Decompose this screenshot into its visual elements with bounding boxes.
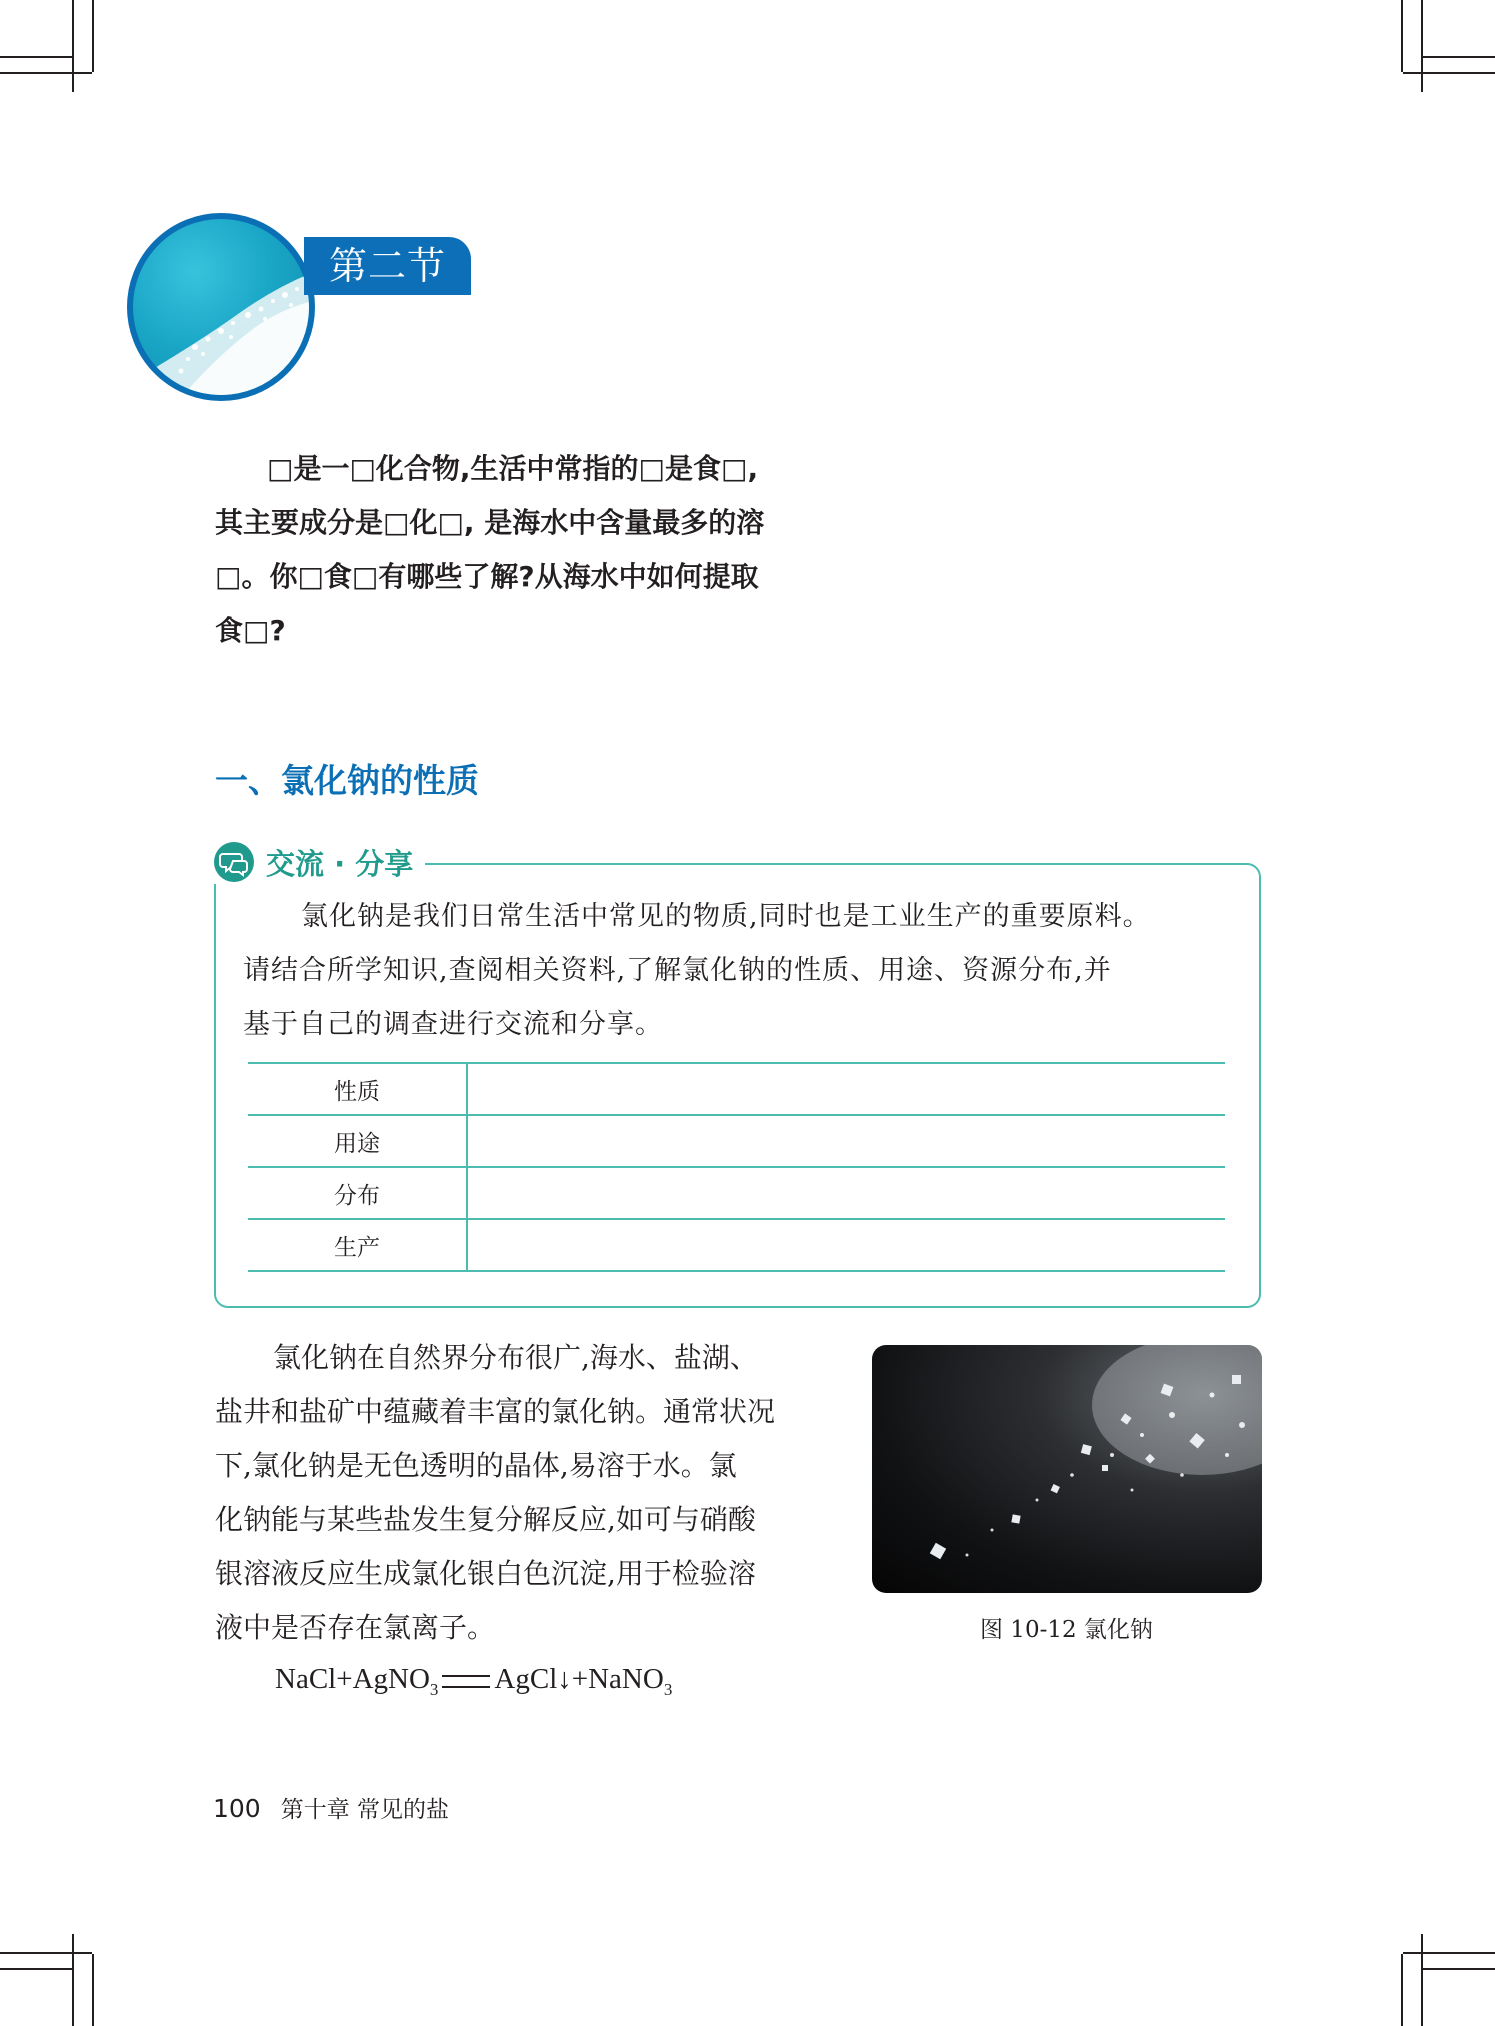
figure-caption: 图 10-12 氯化钠 [980,1617,1153,1643]
crop-mark [1403,72,1495,74]
row-label: 生产 [248,1219,467,1271]
equation-products: AgCl↓+NaNO [494,1663,664,1695]
crop-mark [1401,1954,1403,2026]
equation-subscript: 3 [429,1679,439,1699]
sodium-chloride-photo [872,1345,1262,1593]
crop-mark [72,1934,74,2026]
table-row [248,1219,1225,1271]
body-line: 银溶液反应生成氯化银白色沉淀,用于检验溶 [215,1557,756,1590]
chat-bubble-icon [212,840,256,884]
exchange-share-title: 交流 · 分享 [266,846,414,881]
crop-mark [1423,56,1495,58]
crop-mark [1401,0,1403,72]
row-label: 用途 [248,1115,467,1167]
body-line: 化钠能与某些盐发生复分解反应,如可与硝酸 [215,1503,756,1536]
crop-mark [1403,1952,1495,1954]
table-row [248,1115,1225,1167]
answer-cell[interactable] [467,1115,1225,1167]
section-salt-image [127,213,315,401]
crop-mark [0,1952,92,1954]
body-line: 盐井和盐矿中蕴藏着丰富的氯化钠。通常状况 [215,1395,776,1428]
equation-reactants: NaCl+AgNO [275,1663,430,1695]
chapter-title: 第十章 常见的盐 [280,1797,450,1823]
crop-mark [1423,1968,1495,1970]
crop-mark [0,72,92,74]
answer-cell[interactable] [467,1167,1225,1219]
table-row [248,1063,1225,1115]
row-label: 性质 [248,1063,467,1115]
crop-mark [0,1968,72,1970]
intro-line: □是一□化合物,生活中常指的□是食□, [267,452,759,485]
body-line: 液中是否存在氯离子。 [215,1611,496,1644]
equation-subscript: 3 [663,1679,673,1699]
answer-cell[interactable] [467,1063,1225,1115]
crop-mark [92,0,94,72]
page-number: 100 [213,1794,261,1823]
exchange-line: 氯化钠是我们日常生活中常见的物质,同时也是工业生产的重要原料。 [301,901,1151,932]
body-line: 氯化钠在自然界分布很广,海水、盐湖、 [273,1341,758,1374]
table-row [248,1167,1225,1219]
crop-mark [72,0,74,92]
equals-sign [442,1675,490,1688]
chemical-equation [275,1663,672,1700]
survey-table [248,1062,1225,1272]
exchange-share-header [212,840,425,884]
row-label: 分布 [248,1167,467,1219]
answer-cell[interactable] [467,1219,1225,1271]
page-footer [213,1791,449,1824]
crop-mark [1421,0,1423,92]
section-heading: 一、氯化钠的性质 [215,761,479,800]
intro-line: 其主要成分是□化□, 是海水中含量最多的溶 [215,506,765,539]
exchange-line: 基于自己的调查进行交流和分享。 [243,1009,663,1040]
crop-mark [1421,1934,1423,2026]
exchange-line: 请结合所学知识,查阅相关资料,了解氯化钠的性质、用途、资源分布,并 [243,955,1112,986]
body-line: 下,氯化钠是无色透明的晶体,易溶于水。氯 [215,1449,737,1482]
intro-line: □。你□食□有哪些了解?从海水中如何提取 [215,560,759,593]
intro-line: 食□? [215,614,286,647]
crop-mark [92,1954,94,2026]
section-label: 第二节 [304,237,471,295]
crop-mark [0,56,72,58]
